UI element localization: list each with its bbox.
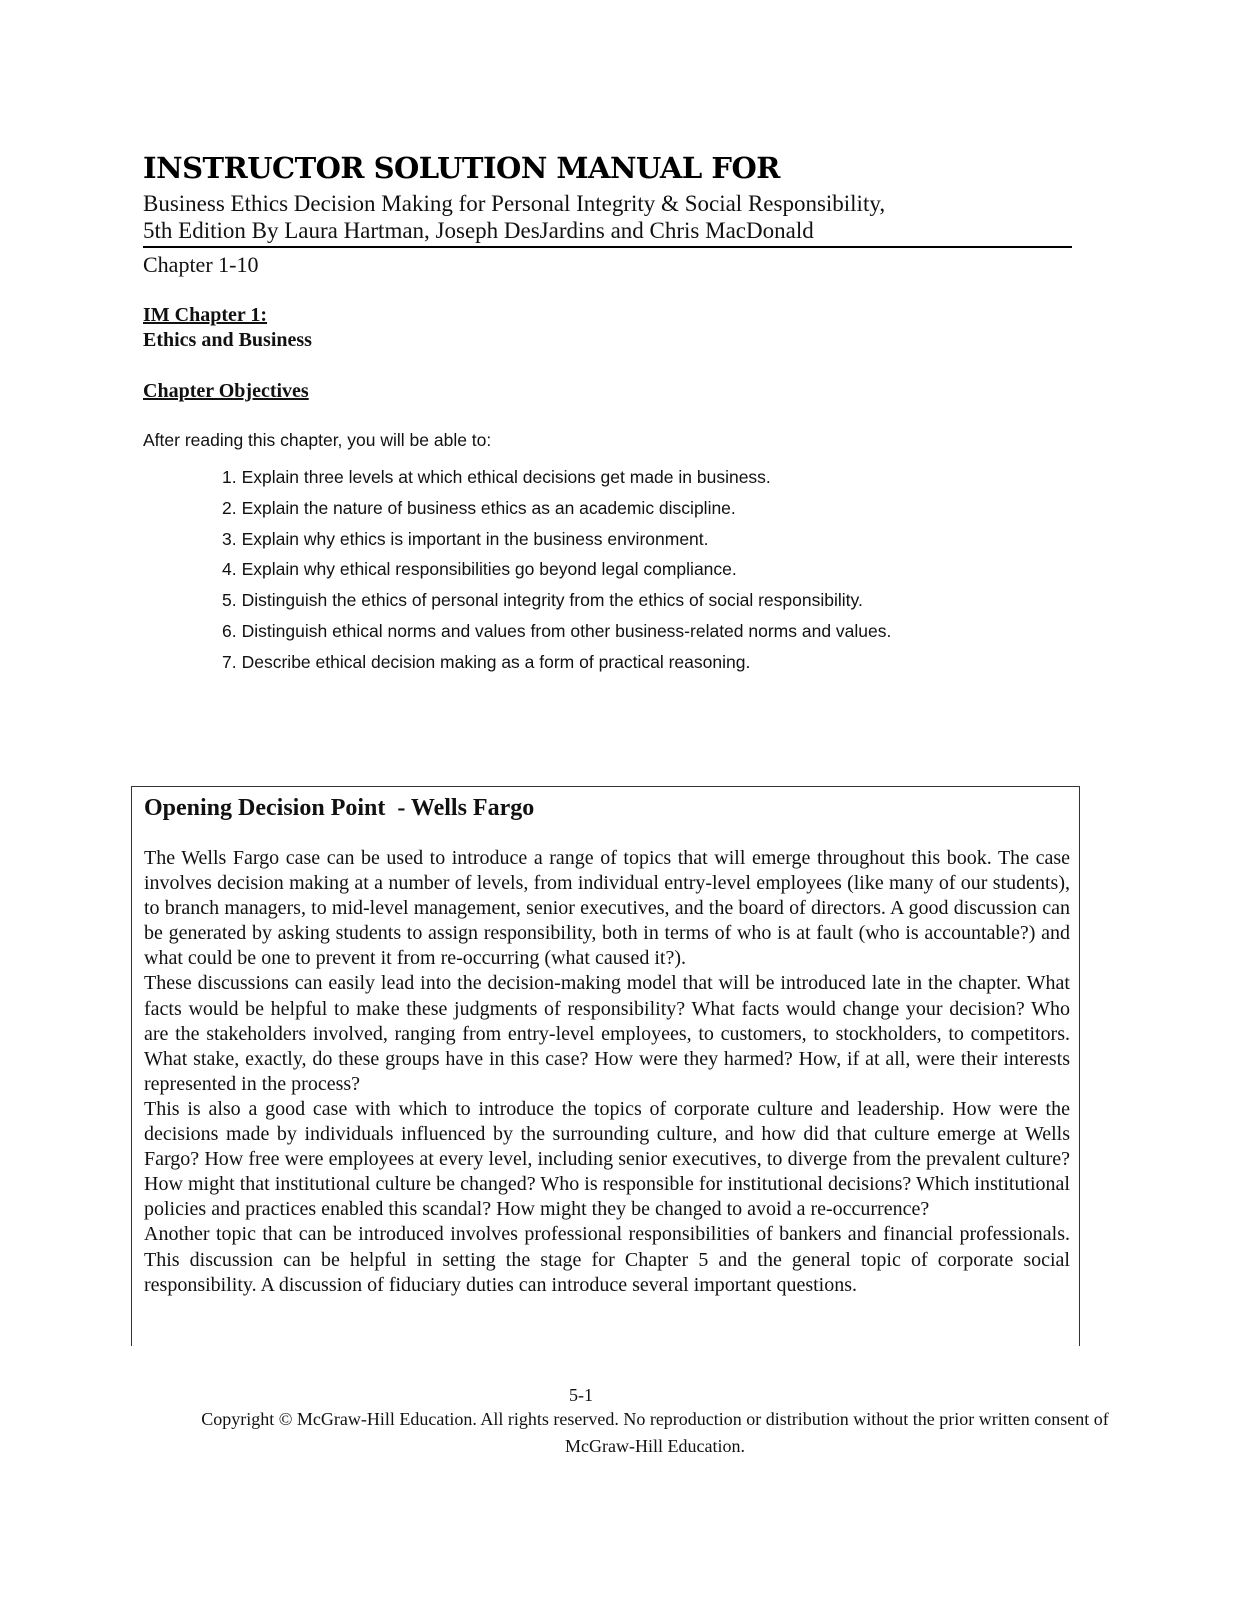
objective-text: Explain three levels at which ethical decisions get made in business.	[241, 467, 771, 487]
decision-point-body	[144, 846, 1070, 1298]
decision-point-paragraph: Another topic that can be introduced involves professional responsibilities of bankers and financial professionals. This discussion can be helpful in setting the stage for Chapter 5 and the general topic of corporate social responsibility. A discussion of fiduciary duties can introduce several important questions.	[144, 1223, 1070, 1296]
objectives-list	[222, 466, 891, 682]
decision-point-paragraph: These discussions can easily lead into the decision-making model that will be introduced late in the chapter. What facts would be helpful to make these judgments of responsibility? What facts would change your decision? Who are the stakeholders involved, ranging from entry-level employees, to customers, to stockholders, to competitors. What stake, exactly, do these groups have in this case? How were they harmed? How, if at all, were their interests represented in the process?	[144, 972, 1070, 1095]
header-rule	[143, 246, 1072, 248]
objective-item	[222, 497, 891, 528]
objective-item	[222, 528, 891, 559]
decision-point-title: Opening Decision Point - Wells Fargo	[144, 795, 535, 821]
objective-text: Explain why ethical responsibilities go beyond legal compliance.	[241, 559, 737, 580]
page-number: 5-1	[569, 1385, 593, 1405]
objective-item	[222, 651, 891, 682]
chapter-title: Ethics and Business	[143, 329, 312, 351]
objectives-heading: Chapter Objectives	[143, 380, 309, 402]
objective-item	[222, 466, 891, 497]
objective-item	[222, 620, 891, 651]
objective-number: 2.	[222, 497, 237, 518]
objective-text: Describe ethical decision making as a form of practical reasoning.	[241, 651, 751, 672]
objective-item	[222, 558, 891, 589]
chapter-label: IM Chapter 1:	[143, 304, 268, 326]
decision-point-paragraph: The Wells Fargo case can be used to introduce a range of topics that will emerge throughout this book. The case involves decision making at a number of levels, from individual entry-level employees (like many of our students), to branch managers, to mid-level management, senior executives, and the board of directors. A good discussion can be generated by asking students to assign responsibility, both in terms of who is at fault (who is accountable?) and what could be one to prevent it from re-occurring (what caused it?).	[144, 847, 1070, 970]
objective-number: 6.	[222, 620, 237, 641]
objective-number: 4.	[222, 559, 237, 580]
objective-number: 3.	[222, 528, 237, 549]
objective-number: 1.	[222, 467, 237, 487]
book-title-line-1: Business Ethics Decision Making for Personal Integrity & Social Responsibility,	[143, 191, 886, 216]
book-title-line-2: 5th Edition By Laura Hartman, Joseph DesJardins and Chris MacDonald	[143, 218, 814, 243]
objective-text: Explain why ethics is important in the business environment.	[241, 528, 709, 549]
decision-point-paragraph: This is also a good case with which to introduce the topics of corporate culture and leadership. How were the decisions made by individuals influenced by the surrounding culture, and how did that culture emerge at Wells Fargo? How free were employees at every level, including senior executives, to diverge from the prevalent culture? How might that institutional culture be changed? Who is responsible for institutional decisions? Which institutional policies and practices enabled this scandal? How might they be changed to avoid a re-occurrence?	[144, 1097, 1070, 1221]
opening-decision-point-box	[131, 786, 1080, 1346]
objective-text: Distinguish ethical norms and values from other business-related norms and values.	[241, 620, 892, 641]
objective-text: Distinguish the ethics of personal integrity from the ethics of social responsibility.	[241, 590, 863, 611]
objectives-intro: After reading this chapter, you will be able to:	[143, 430, 492, 450]
objective-item	[222, 589, 891, 620]
objective-text: Explain the nature of business ethics as an academic discipline.	[241, 497, 736, 518]
copyright-notice: Copyright © McGraw-Hill Education. All rights reserved. No reproduction or distribution without the prior written consent of McGraw-Hill Education.	[201, 1409, 1109, 1456]
objective-number: 5.	[222, 590, 237, 611]
chapter-range: Chapter 1-10	[143, 252, 259, 277]
manual-title: INSTRUCTOR SOLUTION MANUAL FOR	[143, 151, 780, 185]
objective-number: 7.	[222, 651, 237, 672]
